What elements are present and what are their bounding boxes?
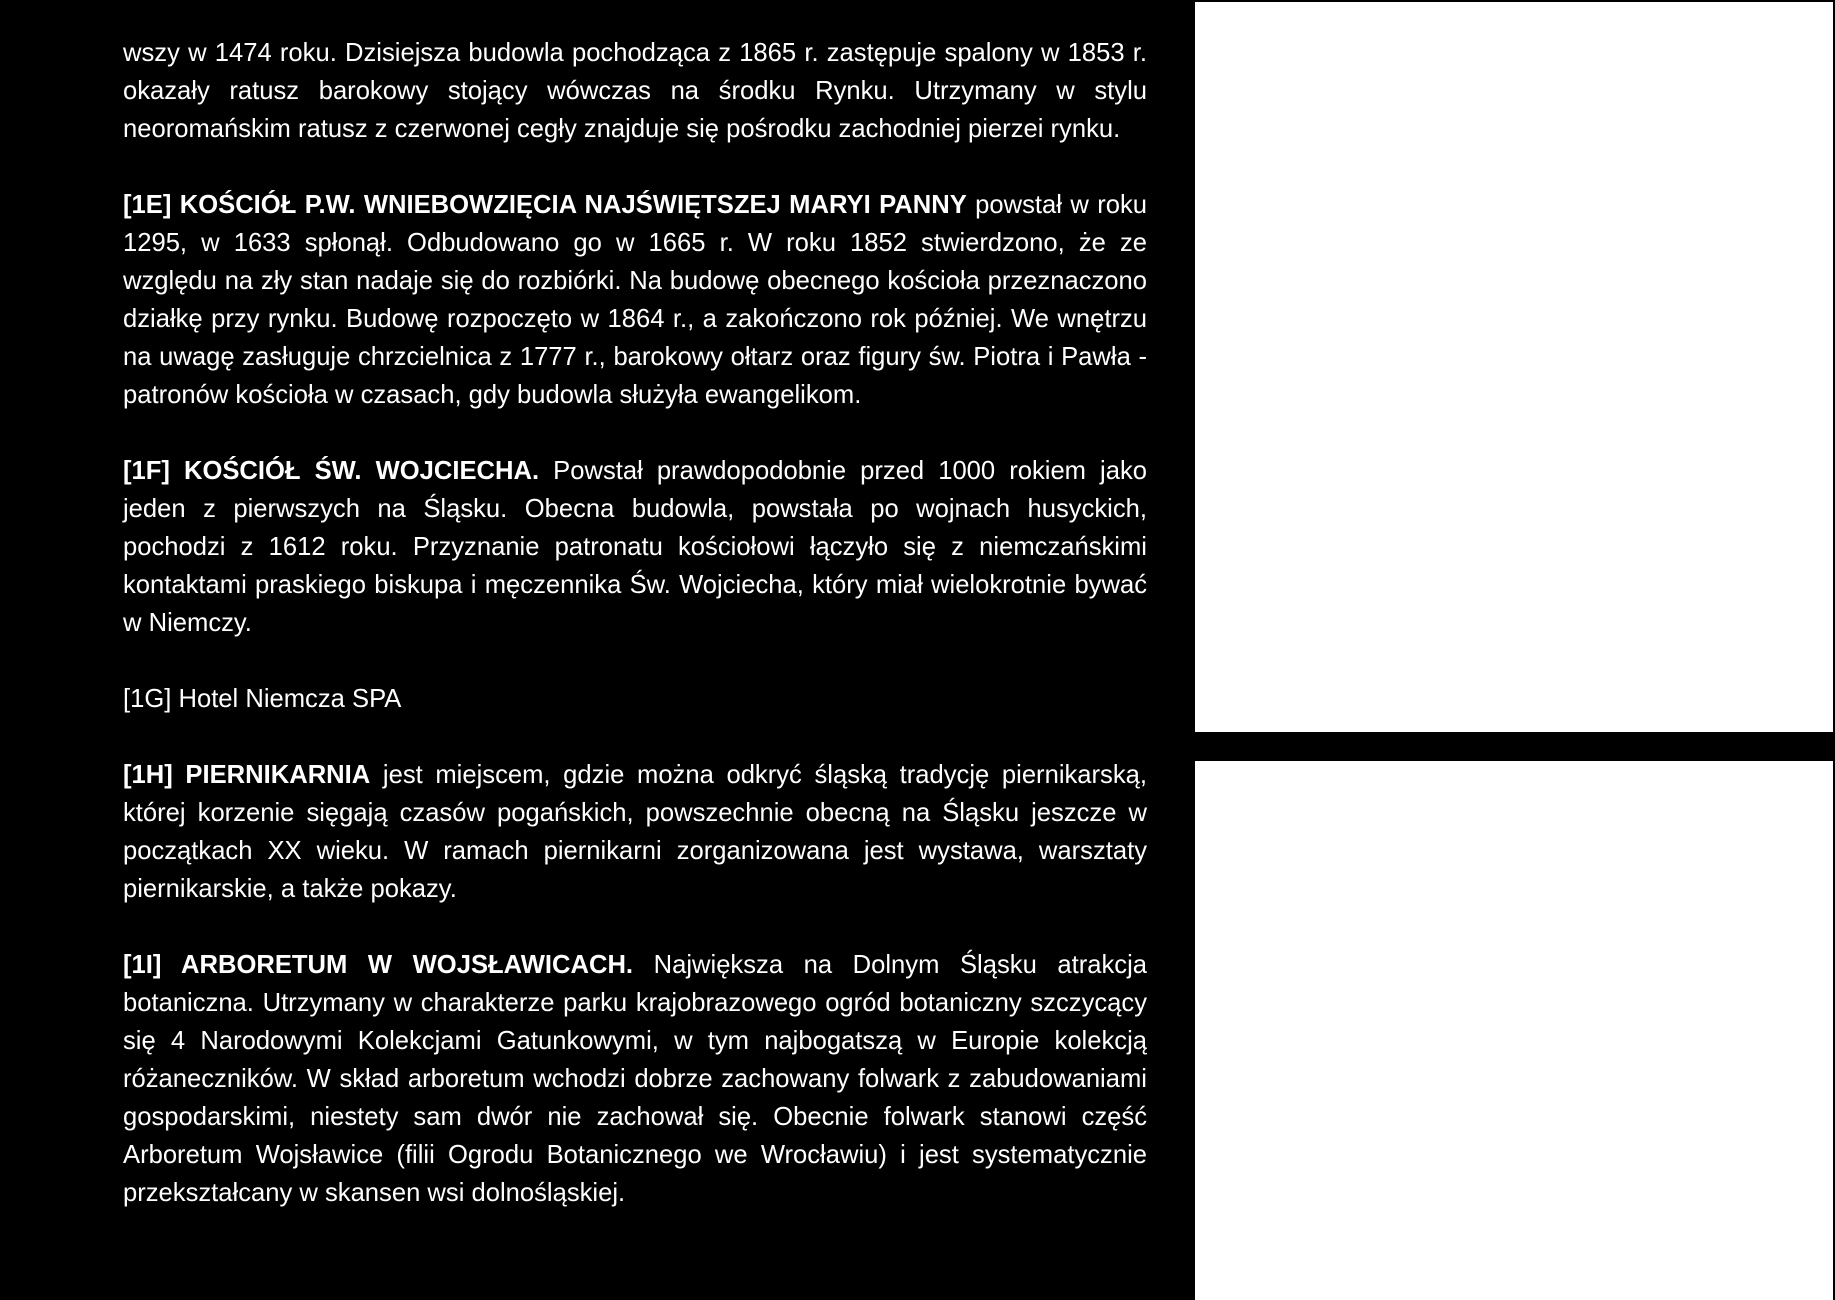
paragraph-text: [1G] Hotel Niemcza SPA xyxy=(123,685,402,713)
text-column xyxy=(123,34,1147,1212)
paragraph-arboretum xyxy=(123,946,1147,1212)
paragraph-kosciol-wojciecha xyxy=(123,452,1147,642)
image-placeholder-bottom xyxy=(1195,761,1833,1300)
paragraph-text: Największa na Dolnym Śląsku atrakcja botaniczna. Utrzymany w charakterze parku krajobrazowego ogród botaniczny szczycący się 4 Narodowymi Kolekcjami Gatunkowymi, w tym najbogatszą w Europie kolekcją różaneczników. W skład arboretum wchodzi dobrze zachowany folwark z zabudowaniami gospodarskimi, niestety sam dwór nie zachował się. Obecnie folwark stanowi część Arboretum Wojsławice (filii Ogrodu Botanicznego we Wrocławiu) i jest systematycznie przekształcany w skansen wsi dolnośląskiej. xyxy=(123,951,1147,1207)
paragraph-heading: [1E] KOŚCIÓŁ P.W. WNIEBOWZIĘCIA NAJŚWIĘTSZEJ MARYI PANNY xyxy=(123,191,967,219)
paragraph-heading: [1F] KOŚCIÓŁ ŚW. WOJCIECHA. xyxy=(123,457,540,485)
paragraph-text: jest miejscem, gdzie można odkryć śląską tradycję piernikarską, której korzenie sięgają czasów pogańskich, powszechnie obecną na Śląsku jeszcze w początkach XX wieku. W ramach piernikarni zorganizowana jest wystawa, warsztaty piernikarskie, a także pokazy. xyxy=(123,761,1147,903)
paragraph-kosciol-nmp xyxy=(123,186,1147,414)
paragraph-heading: [1H] PIERNIKARNIA xyxy=(123,761,371,789)
paragraph-text: wszy w 1474 roku. Dzisiejsza budowla pochodząca z 1865 r. zastępuje spalony w 1853 r. okazały ratusz barokowy stojący wówczas na środku Rynku. Utrzymany w stylu neoromańskim ratusz z czerwonej cegły znajduje się pośrodku zachodniej pierzei rynku. xyxy=(123,39,1147,143)
paragraph-ratusz xyxy=(123,34,1147,148)
paragraph-text: Powstał prawdopodobnie przed 1000 rokiem jako jeden z pierwszych na Śląsku. Obecna budowla, powstała po wojnach husyckich, pochodzi z 1612 roku. Przyznanie patronatu kościołowi łączyło się z niemczańskimi kontaktami praskiego biskupa i męczennika Św. Wojciecha, który miał wielokrotnie bywać w Niemczy. xyxy=(123,457,1147,637)
paragraph-hotel xyxy=(123,680,1147,718)
paragraph-piernikarnia xyxy=(123,756,1147,908)
paragraph-text: powstał w roku 1295, w 1633 spłonął. Odbudowano go w 1665 r. W roku 1852 stwierdzono, że ze względu na zły stan nadaje się do rozbiórki. Na budowę obecnego kościoła przeznaczono działkę przy rynku. Budowę rozpoczęto w 1864 r., a zakończono rok później. We wnętrzu na uwagę zasługuje chrzcielnica z 1777 r., barokowy ołtarz oraz figury św. Piotra i Pawła - patronów kościoła w czasach, gdy budowla służyła ewangelikom. xyxy=(123,191,1147,409)
paragraph-heading: [1I] ARBORETUM W WOJSŁAWICACH. xyxy=(123,951,634,979)
image-placeholder-top xyxy=(1195,2,1833,732)
